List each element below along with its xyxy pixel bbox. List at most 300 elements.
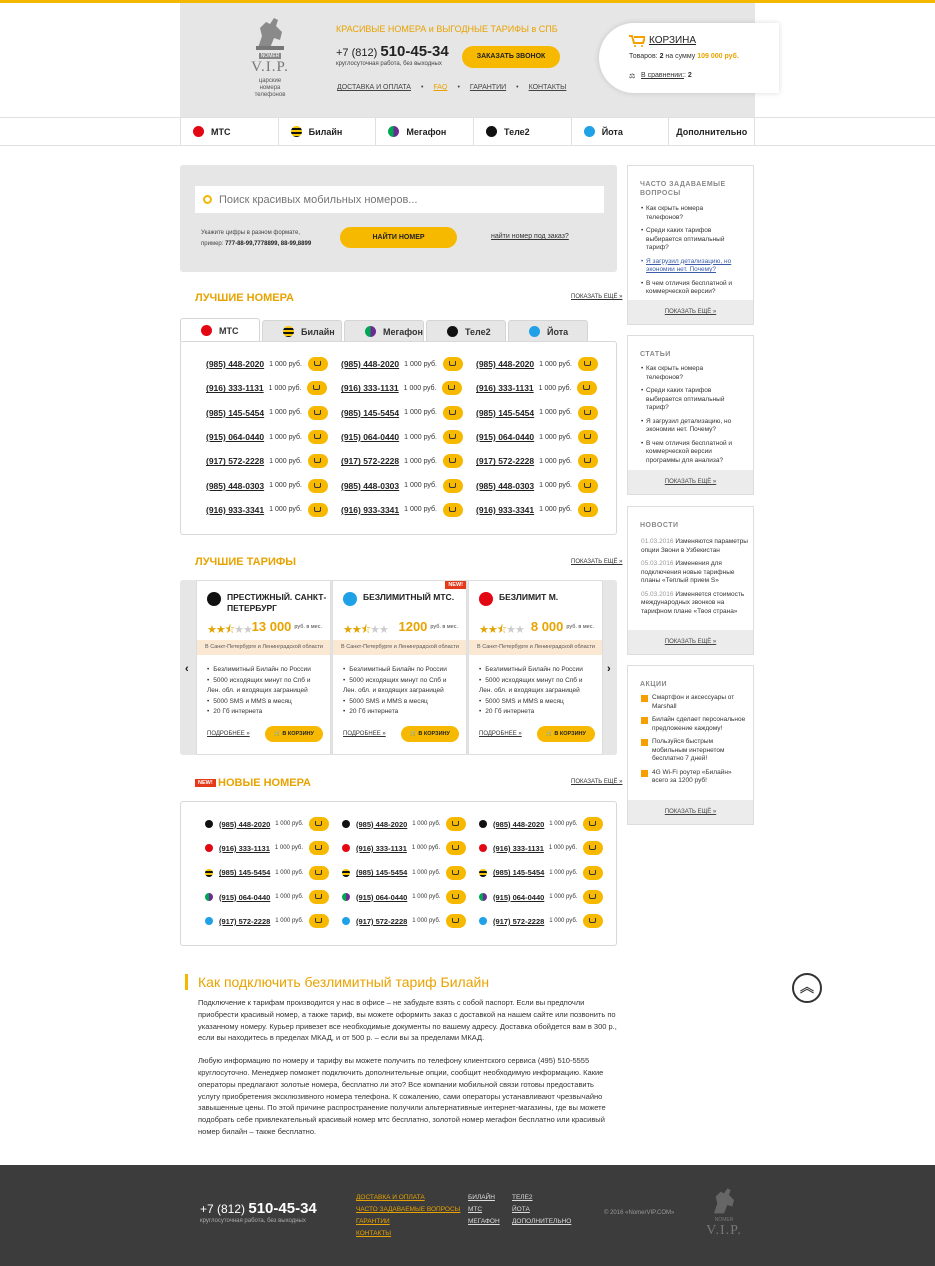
operator-tele2[interactable]: Теле2 xyxy=(473,118,571,145)
number-price: 1 000 руб. xyxy=(404,482,437,490)
new-badge: NEW! xyxy=(445,581,466,589)
article-item[interactable]: • Я загрузил детализацию, но экономии нет. Почему? xyxy=(641,418,741,435)
megafon-icon xyxy=(479,893,487,901)
footer-link[interactable]: ДОПОЛНИТЕЛЬНО xyxy=(512,1218,572,1225)
phone-number-link[interactable]: (917) 572-2228 xyxy=(206,456,265,467)
header-phone[interactable]: +7 (812) 510-45-34 xyxy=(336,43,449,60)
cart-widget xyxy=(599,23,779,93)
tariff-name[interactable]: БЕЗЛИМИТ М. xyxy=(499,592,559,602)
star-icon: ★ xyxy=(351,624,361,636)
tariff-card xyxy=(196,580,331,755)
number-row xyxy=(479,909,616,933)
star-icon: ★ xyxy=(506,624,516,636)
tariff-title xyxy=(479,592,558,606)
number-price: 1 000 руб. xyxy=(404,409,437,417)
add-to-cart-button[interactable] xyxy=(446,817,466,831)
phone-number-link[interactable]: (985) 145-5454 xyxy=(476,407,535,418)
phone-number-link[interactable]: (916) 333-1131 xyxy=(341,383,399,394)
phone-number-link[interactable]: (916) 933-3341 xyxy=(476,504,535,515)
number-price: 1 000 руб. xyxy=(539,506,572,514)
nav-delivery[interactable]: ДОСТАВКА И ОПЛАТА xyxy=(337,84,411,91)
number-price: 1 000 руб. xyxy=(269,506,302,514)
number-price: 1 000 руб. xyxy=(274,845,303,852)
add-to-cart-button[interactable] xyxy=(307,381,327,395)
number-price: 1 000 руб. xyxy=(412,821,441,828)
rating-stars xyxy=(207,621,252,640)
logo-badge: NOMER xyxy=(260,53,280,59)
cart-icon xyxy=(314,434,321,439)
cart-icon xyxy=(584,410,591,415)
cart-icon xyxy=(449,410,456,415)
number-row xyxy=(476,401,611,425)
number-price: 1 000 руб. xyxy=(404,360,437,368)
rating-stars xyxy=(479,621,524,640)
tariff-title xyxy=(343,592,454,606)
cart-icon xyxy=(314,458,321,463)
header-phone-subtitle: круглосуточная работа, без выходных xyxy=(336,61,442,67)
cart-icon xyxy=(314,361,321,366)
add-to-cart-button[interactable] xyxy=(443,357,463,371)
phone-number-link[interactable]: (985) 145-5454 xyxy=(493,868,545,878)
article-title: Как подключить безлимитный тариф Билайн xyxy=(185,974,489,990)
star-icon: ★ xyxy=(243,624,252,636)
cart-icon xyxy=(314,483,321,488)
add-to-cart-button[interactable] xyxy=(308,479,328,493)
article-paragraph: Подключение к тарифам производится у нас в офисе – не забудьте взять с собой паспорт. Если вы предпочли приобрести красивый номер, а также тариф, вы можете оформить заказ с доставкой на нашем сайте или позвонить по указанному номеру. Курьер привезет все необходимые документы по вашему адресу. Доставка обойдется вам в 300 р., если вы находитесь в пределах МКАД, и от 500 р. – если вы за пределами МКАД. xyxy=(198,998,617,1043)
number-row xyxy=(205,836,342,860)
copyright: © 2016 «NomerVIP.COM» xyxy=(604,1210,675,1216)
yota-icon xyxy=(529,326,540,337)
phone-number-link[interactable]: (985) 448-0303 xyxy=(341,480,400,491)
phone-number-link[interactable]: (985) 448-2020 xyxy=(493,819,545,829)
tariff-price-value: 13 000 xyxy=(251,619,292,634)
number-price: 1 000 руб. xyxy=(275,821,304,828)
phone-number-link[interactable]: (915) 064-0440 xyxy=(476,432,535,443)
tab-yota[interactable]: Йота xyxy=(508,320,588,342)
add-to-cart-button[interactable] xyxy=(578,406,598,420)
sidebar-news xyxy=(627,506,754,655)
phone-number-link[interactable]: (985) 145-5454 xyxy=(356,868,408,878)
add-to-cart-button[interactable] xyxy=(443,503,463,517)
logo-subtitle: царские номера телефонов xyxy=(254,78,286,98)
footer-phone[interactable]: +7 (812) 510-45-34 xyxy=(200,1200,317,1217)
footer-link[interactable]: ЧАСТО ЗАДАВАЕМЫЕ ВОПРОСЫ xyxy=(356,1206,461,1213)
operator-yota[interactable]: Йота xyxy=(571,118,669,145)
number-price: 1 000 руб. xyxy=(269,360,302,368)
cart-icon xyxy=(584,483,591,488)
star-icon: ⯪ xyxy=(224,624,235,636)
star-icon: ★ xyxy=(515,624,524,636)
phone-number-link[interactable]: (917) 572-2228 xyxy=(341,456,400,467)
faq-more-link[interactable]: ПОКАЗАТЬ ЕЩЁ » xyxy=(628,300,753,324)
faq-item[interactable]: • Как скрыть номера телефонов? xyxy=(641,205,741,222)
add-to-cart-button[interactable] xyxy=(583,890,603,904)
phone-number-link[interactable]: (985) 448-0303 xyxy=(476,480,535,491)
tele2-icon xyxy=(447,326,458,337)
number-row xyxy=(205,861,342,885)
number-row xyxy=(342,861,479,885)
add-to-cart-button[interactable] xyxy=(577,381,597,395)
carousel-next-icon[interactable]: › xyxy=(607,663,611,675)
operator-mts[interactable]: МТС xyxy=(180,118,278,145)
tariff-feature: • Безлимитный Билайн по России xyxy=(343,665,461,676)
operator-megafon[interactable]: Мегафон xyxy=(375,118,473,145)
operator-more[interactable]: Дополнительно xyxy=(668,118,755,145)
number-price: 1 000 руб. xyxy=(411,845,440,852)
tariff-cart-button[interactable] xyxy=(265,726,323,742)
best-tariffs-more[interactable]: ПОКАЗАТЬ ЕЩЁ » xyxy=(571,559,623,565)
best-numbers-panel xyxy=(180,341,617,535)
cart-icon xyxy=(452,894,459,899)
add-to-cart-button[interactable] xyxy=(309,866,329,880)
add-to-cart-button[interactable] xyxy=(309,914,329,928)
cart-icon xyxy=(315,918,322,923)
number-row xyxy=(206,401,341,425)
faq-item[interactable]: • Я загрузил детализацию, но экономии нет. Почему? xyxy=(641,258,741,275)
gift-icon xyxy=(641,770,648,777)
tariff-cart-label: В КОРЗИНУ xyxy=(282,731,314,737)
add-to-cart-button[interactable] xyxy=(308,406,328,420)
cart-icon xyxy=(584,458,591,463)
add-to-cart-button[interactable] xyxy=(446,841,466,855)
star-icon: ★ xyxy=(379,624,388,636)
phone-number-link[interactable]: (916) 333-1131 xyxy=(476,383,534,394)
star-icon: ★ xyxy=(215,624,225,636)
number-price: 1 000 руб. xyxy=(549,918,578,925)
tariff-feature: • 20 Гб интернета xyxy=(479,707,597,718)
tariff-feature: • Безлимитный Билайн по России xyxy=(207,665,325,676)
phone-number-link[interactable]: (985) 448-2020 xyxy=(356,819,408,829)
footer-link[interactable]: ГАРАНТИИ xyxy=(356,1218,390,1225)
tariff-region: В Санкт-Петербурге и Ленинградской области xyxy=(333,640,466,655)
new-badge: NEW! xyxy=(195,779,216,787)
phone-number-link[interactable]: (917) 572-2228 xyxy=(493,916,545,926)
best-numbers-tabs xyxy=(180,318,617,342)
phone-number-link[interactable]: (916) 333-1131 xyxy=(206,383,264,394)
add-to-cart-button[interactable] xyxy=(583,866,603,880)
phone-number-link[interactable]: (916) 333-1131 xyxy=(219,843,270,853)
add-to-cart-button[interactable] xyxy=(583,841,603,855)
footer-link[interactable]: МЕГАФОН xyxy=(468,1218,500,1225)
sidebar-articles xyxy=(627,335,754,495)
scroll-up-icon[interactable]: ︽ xyxy=(792,973,822,1003)
tariff-feature: • Безлимитный Билайн по России xyxy=(479,665,597,676)
nav-contacts[interactable]: КОНТАКТЫ xyxy=(528,84,567,91)
number-price: 1 000 руб. xyxy=(269,409,302,417)
megafon-icon xyxy=(388,126,399,137)
add-to-cart-button[interactable] xyxy=(578,357,598,371)
tariff-feature: • 5000 исходящих минут по Спб и Лен. обл. и входящих заграницей xyxy=(207,676,325,697)
mts-icon xyxy=(479,592,493,606)
phone-number-link[interactable]: (985) 448-0303 xyxy=(206,480,265,491)
search-panel xyxy=(180,165,617,272)
megafon-icon xyxy=(365,326,376,337)
phone-number-link[interactable]: (985) 448-2020 xyxy=(219,819,271,829)
add-to-cart-button[interactable] xyxy=(308,503,328,517)
add-to-cart-button[interactable] xyxy=(446,914,466,928)
number-price: 1 000 руб. xyxy=(404,506,437,514)
tariff-details-link[interactable]: ПОДРОБНЕЕ » xyxy=(207,731,250,737)
tab-mts[interactable]: МТС xyxy=(180,318,260,342)
nav-guarantees[interactable]: ГАРАНТИИ xyxy=(469,84,507,91)
cart-icon xyxy=(449,361,456,366)
cart-icon xyxy=(452,845,459,850)
cart-icon xyxy=(315,821,322,826)
number-price: 1 000 руб. xyxy=(269,457,302,465)
tariff-region: В Санкт-Петербурге и Ленинградской области xyxy=(197,640,330,655)
footer-link[interactable]: ТЕЛЕ2 xyxy=(512,1194,533,1201)
add-to-cart-button[interactable] xyxy=(309,890,329,904)
footer-link[interactable]: ДОСТАВКА И ОПЛАТА xyxy=(356,1194,425,1201)
phone-number-link[interactable]: (915) 064-0440 xyxy=(206,432,265,443)
number-price: 1 000 руб. xyxy=(404,457,437,465)
megafon-icon xyxy=(342,893,350,901)
add-to-cart-button[interactable] xyxy=(443,479,463,493)
cart-icon xyxy=(449,458,456,463)
cart-icon xyxy=(589,870,596,875)
number-price: 1 000 руб. xyxy=(539,409,572,417)
cart-icon xyxy=(315,845,322,850)
number-row xyxy=(341,425,476,449)
cart-icon xyxy=(452,870,459,875)
footer-link[interactable]: КОНТАКТЫ xyxy=(356,1230,392,1237)
cart-icon xyxy=(449,434,456,439)
tariff-card xyxy=(468,580,603,755)
number-row xyxy=(341,449,476,473)
sidebar-news-title: НОВОСТИ xyxy=(640,522,679,529)
tariff-features xyxy=(207,665,325,718)
tariff-card xyxy=(332,580,467,755)
add-to-cart-button[interactable] xyxy=(309,841,329,855)
promo-item[interactable]: Смартфон и аксессуары от Marshall xyxy=(641,694,749,711)
tariff-title xyxy=(207,592,330,614)
article-paragraph: Любую информацию по номеру и тарифу вы можете получить по телефону клиентского сервиса (495) 510-5555 круглосуточно. Менеджер поможет подключить дополнительные опции, сообщит необходимую информацию. Какие операторы предлагают золотые номера, бесплатно ли это? Все компании мобильной связи готовы предоставить услугу приобретения эксклюзивного номера телефона. К сожалению, сами операторы устанавливают чрезвычайно завышенные цены. По этой причине распространение получили альтернативные интернет-магазины, где вы можете подобрать себе привлекательный красивый номер мтс бесплатно, золотой номер мегафон бесплатно или красивый номер билайн – также бесплатно. xyxy=(198,1056,606,1136)
article-item[interactable]: • Среди каких тарифов выбирается оптимальный тариф? xyxy=(641,387,741,413)
promo-item[interactable]: 4G Wi-Fi роутер «Билайн» всего за 1200 руб! xyxy=(641,769,749,786)
add-to-cart-button[interactable] xyxy=(443,406,463,420)
tab-tele2[interactable]: Теле2 xyxy=(426,320,506,342)
number-row xyxy=(476,498,611,522)
add-to-cart-button[interactable] xyxy=(442,381,462,395)
tariff-feature: • 5000 SMS и MMS в месяц xyxy=(343,697,461,708)
tab-beeline[interactable]: Билайн xyxy=(262,320,342,342)
add-to-cart-button[interactable] xyxy=(583,914,603,928)
best-numbers-title: ЛУЧШИЕ НОМЕРА xyxy=(195,292,294,304)
cart-title[interactable]: КОРЗИНА xyxy=(649,35,697,46)
tariff-name[interactable]: БЕЗЛИМИТНЫЙ МТС. xyxy=(363,592,455,602)
number-price: 1 000 руб. xyxy=(539,457,572,465)
gift-icon xyxy=(641,739,648,746)
tariff-price-unit: руб. в мес. xyxy=(294,623,322,630)
cart-icon xyxy=(584,507,591,512)
article-item[interactable]: • Как скрыть номера телефонов? xyxy=(641,365,741,382)
order-number-link[interactable]: найти номер под заказ? xyxy=(491,233,569,240)
add-to-cart-button[interactable] xyxy=(583,817,603,831)
tele2-icon xyxy=(342,820,350,828)
phone-number-link[interactable]: (917) 572-2228 xyxy=(219,916,271,926)
megafon-icon xyxy=(205,893,213,901)
tariff-price-value: 1200 xyxy=(398,619,428,634)
phone-number-link[interactable]: (917) 572-2228 xyxy=(476,456,535,467)
promo-item[interactable]: Пользуйся быстрым мобильным интернетом бесплатно 7 дней! xyxy=(641,738,749,764)
cart-icon xyxy=(452,918,459,923)
cart-icon: 🛒 xyxy=(274,731,283,737)
carousel-prev-icon[interactable]: ‹ xyxy=(185,663,189,675)
tariff-feature: • 5000 исходящих минут по Спб и Лен. обл. и входящих заграницей xyxy=(479,676,597,697)
footer-link[interactable]: ЙОТА xyxy=(512,1206,530,1213)
number-row xyxy=(342,812,479,836)
phone-number-link[interactable]: (916) 933-3341 xyxy=(206,504,265,515)
faq-item[interactable]: • В чем отличия бесплатной и коммерческой версии? xyxy=(641,280,741,297)
promo-more-link[interactable]: ПОКАЗАТЬ ЕЩЁ » xyxy=(628,800,753,824)
tariff-cart-button[interactable] xyxy=(537,726,595,742)
number-price: 1 000 руб. xyxy=(549,869,578,876)
yota-icon xyxy=(479,917,487,925)
search-hint: Укажите цифры в разном формате, пример: 777-88-99,7778899, 88-99,8899 xyxy=(201,230,312,247)
number-price: 1 000 руб. xyxy=(268,384,302,392)
add-to-cart-button[interactable] xyxy=(443,454,463,468)
number-price: 1 000 руб. xyxy=(269,482,302,490)
cart-icon xyxy=(583,385,590,390)
number-row xyxy=(206,498,341,522)
find-number-button[interactable]: НАЙТИ НОМЕР xyxy=(340,227,457,248)
cart-icon xyxy=(589,894,596,899)
add-to-cart-button[interactable] xyxy=(578,454,598,468)
gift-icon xyxy=(641,717,648,724)
phone-number-link[interactable]: (915) 064-0440 xyxy=(219,892,271,902)
cart-icon xyxy=(315,894,322,899)
best-numbers-more[interactable]: ПОКАЗАТЬ ЕЩЁ » xyxy=(571,294,623,300)
compare-link[interactable]: ⚖ В сравнении:: 2 xyxy=(629,72,692,80)
article-item[interactable]: • В чем отличия бесплатной и коммерческой версии программы для анализа? xyxy=(641,440,741,466)
phone-number-link[interactable]: (916) 333-1131 xyxy=(493,843,544,853)
number-row xyxy=(205,812,342,836)
tele2-icon xyxy=(205,820,213,828)
phone-number-link[interactable]: (985) 145-5454 xyxy=(219,868,271,878)
tariff-feature: • 20 Гб интернета xyxy=(343,707,461,718)
yota-icon xyxy=(584,126,595,137)
yota-icon xyxy=(343,592,357,606)
add-to-cart-button[interactable] xyxy=(446,866,466,880)
number-row xyxy=(476,425,611,449)
rating-stars xyxy=(343,621,388,640)
phone-number-link[interactable]: (985) 145-5454 xyxy=(206,407,265,418)
tariff-features xyxy=(343,665,461,718)
tariff-price xyxy=(252,619,322,634)
sidebar-promo xyxy=(627,665,754,825)
footer-phone-subtitle: круглосуточная работа, без выходных xyxy=(200,1218,306,1224)
number-row xyxy=(342,885,479,909)
cart-icon xyxy=(314,410,321,415)
site-logo[interactable] xyxy=(245,14,295,99)
footer-logo: NOMER V.I.P. xyxy=(704,1185,744,1239)
news-item[interactable]: 01.03.2016 Изменяются параметры опции Звони в Узбекистан xyxy=(641,538,748,554)
slogan: КРАСИВЫЕ НОМЕРА и ВЫГОДНЫЕ ТАРИФЫ в СПБ xyxy=(336,24,558,34)
number-price: 1 000 руб. xyxy=(275,894,304,901)
callback-button[interactable]: ЗАКАЗАТЬ ЗВОНОК xyxy=(462,46,560,68)
footer-link[interactable]: БИЛАЙН xyxy=(468,1194,495,1201)
star-icon: ★ xyxy=(234,624,244,636)
number-price: 1 000 руб. xyxy=(269,433,302,441)
footer-links-info xyxy=(356,1192,460,1240)
mts-icon xyxy=(201,325,212,336)
sidebar-articles-title: СТАТЬИ xyxy=(640,351,671,358)
news-item[interactable]: 05.03.2016 Изменяется стоимость международных звонков на тарифном плане «Твоя страна» xyxy=(641,590,745,615)
cart-icon xyxy=(452,821,459,826)
promo-item[interactable]: Билайн сделает персональное предложение каждому! xyxy=(641,716,749,733)
number-price: 1 000 руб. xyxy=(539,360,572,368)
tariff-details-link[interactable]: ПОДРОБНЕЕ » xyxy=(479,731,522,737)
add-to-cart-button[interactable] xyxy=(578,503,598,517)
phone-number-link[interactable]: (917) 572-2228 xyxy=(356,916,408,926)
cart-icon xyxy=(589,918,596,923)
nav-faq[interactable]: FAQ xyxy=(433,84,448,91)
phone-number-link[interactable]: (985) 448-2020 xyxy=(341,359,400,370)
tariff-cart-button[interactable] xyxy=(401,726,459,742)
add-to-cart-button[interactable] xyxy=(578,479,598,493)
tariff-price-unit: руб. в мес. xyxy=(430,623,458,630)
phone-number-link[interactable]: (985) 448-2020 xyxy=(476,359,535,370)
add-to-cart-button[interactable] xyxy=(308,454,328,468)
tariff-cart-label: В КОРЗИНУ xyxy=(418,731,450,737)
tariff-region: В Санкт-Петербурге и Ленинградской области xyxy=(469,640,602,655)
operator-beeline[interactable]: Билайн xyxy=(278,118,376,145)
phone-number-link[interactable]: (916) 933-3341 xyxy=(341,504,400,515)
tab-megafon[interactable]: Мегафон xyxy=(344,320,424,342)
add-to-cart-button[interactable] xyxy=(308,357,328,371)
footer xyxy=(0,1165,935,1266)
number-row xyxy=(341,473,476,497)
tariff-details-link[interactable]: ПОДРОБНЕЕ » xyxy=(343,731,386,737)
news-item[interactable]: 05.03.2016 Изменения для подключения новые тарифные планы «Теплый прием S» xyxy=(641,560,735,584)
cart-icon xyxy=(589,821,596,826)
cart-icon: 🛒 xyxy=(546,731,555,737)
add-to-cart-button[interactable] xyxy=(446,890,466,904)
new-numbers-more[interactable]: ПОКАЗАТЬ ЕЩЁ » xyxy=(571,779,623,785)
phone-number-link[interactable]: (916) 333-1131 xyxy=(356,843,407,853)
phone-number-link[interactable]: (915) 064-0440 xyxy=(493,892,545,902)
number-row xyxy=(479,812,616,836)
number-row xyxy=(341,352,476,376)
news-more-link[interactable]: ПОКАЗАТЬ ЕЩЁ » xyxy=(628,630,753,654)
yota-icon xyxy=(205,917,213,925)
star-icon: ★ xyxy=(479,624,488,636)
number-row xyxy=(479,861,616,885)
articles-more-link[interactable]: ПОКАЗАТЬ ЕЩЁ » xyxy=(628,470,753,494)
horseman-logo-icon xyxy=(252,14,288,50)
phone-number-link[interactable]: (915) 064-0440 xyxy=(341,432,400,443)
tariff-feature: • 5000 SMS и MMS в месяц xyxy=(207,697,325,708)
add-to-cart-button[interactable] xyxy=(578,430,598,444)
gift-icon xyxy=(641,695,648,702)
logo-text: V.I.P. xyxy=(251,59,289,75)
tariff-name[interactable]: ПРЕСТИЖНЫЙ. САНКТ-ПЕТЕРБУРГ xyxy=(227,592,327,613)
cart-icon xyxy=(589,845,596,850)
add-to-cart-button[interactable] xyxy=(308,430,328,444)
tariffs-carousel xyxy=(180,580,617,755)
sidebar-promo-title: АКЦИИ xyxy=(640,681,668,688)
phone-number-link[interactable]: (915) 064-0440 xyxy=(356,892,408,902)
footer-link[interactable]: МТС xyxy=(468,1206,483,1213)
add-to-cart-button[interactable] xyxy=(309,817,329,831)
add-to-cart-button[interactable] xyxy=(443,430,463,444)
phone-number-link[interactable]: (985) 145-5454 xyxy=(341,407,400,418)
phone-number-link[interactable]: (985) 448-2020 xyxy=(206,359,265,370)
beeline-icon xyxy=(205,869,213,877)
search-input[interactable] xyxy=(195,186,604,213)
number-row xyxy=(476,352,611,376)
faq-item[interactable]: • Среди каких тарифов выбирается оптимальный тариф? xyxy=(641,227,741,253)
